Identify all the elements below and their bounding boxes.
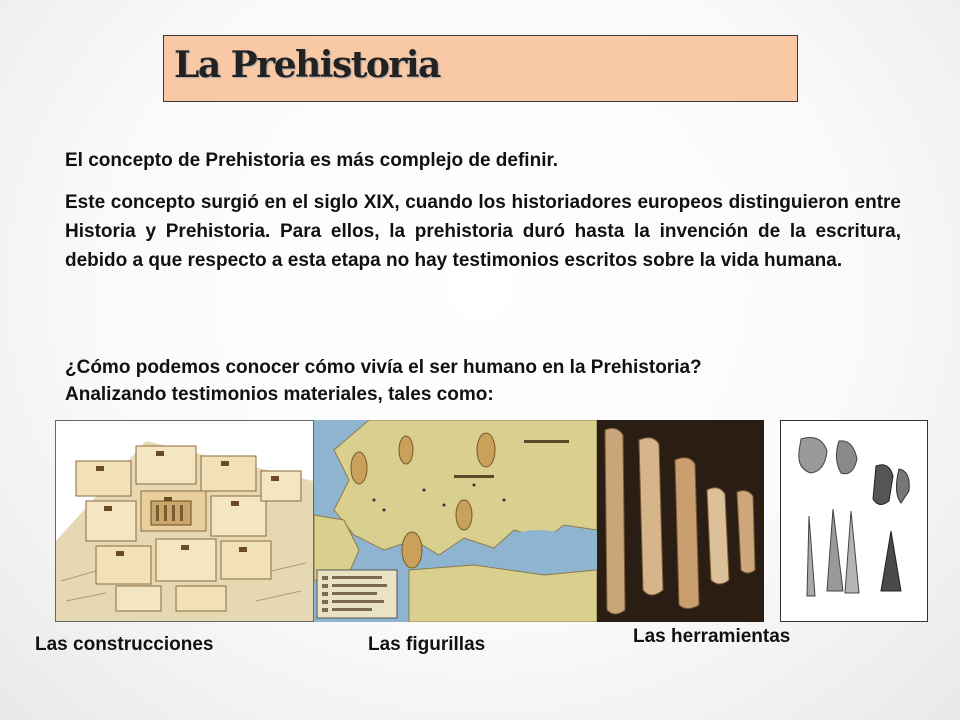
intro-paragraph: El concepto de Prehistoria es más complejo de definir. — [65, 150, 559, 171]
title-box — [163, 35, 798, 102]
caption-figurillas: Las figurillas — [368, 634, 486, 655]
blades-illustration — [597, 420, 764, 622]
answer-text: Analizando testimonios materiales, tales como: — [65, 384, 494, 405]
caption-herramientas: Las herramientas — [633, 626, 791, 647]
body-paragraph: Este concepto surgió en el siglo XIX, cuando los historiadores europeos distinguieron entre Historia y Prehistoria. Para ellos, la prehistoria duró hasta la invención de la escritura, debido a que respecto a esta etapa no hay testimonios escritos sobre la vida humana. — [65, 192, 901, 271]
herramientas-image — [597, 420, 764, 622]
question-text: ¿Cómo podemos conocer cómo vivía el ser humano en la Prehistoria? — [65, 357, 702, 378]
settlement-illustration — [56, 421, 313, 621]
slide-title: La Prehistoria — [174, 44, 440, 86]
map-illustration — [314, 420, 597, 622]
question-block — [65, 354, 901, 408]
construcciones-image — [55, 420, 314, 622]
caption-construcciones: Las construcciones — [35, 634, 214, 655]
figurillas-image — [314, 420, 597, 622]
arrowheads-illustration — [781, 421, 927, 621]
arrowheads-image — [780, 420, 928, 622]
